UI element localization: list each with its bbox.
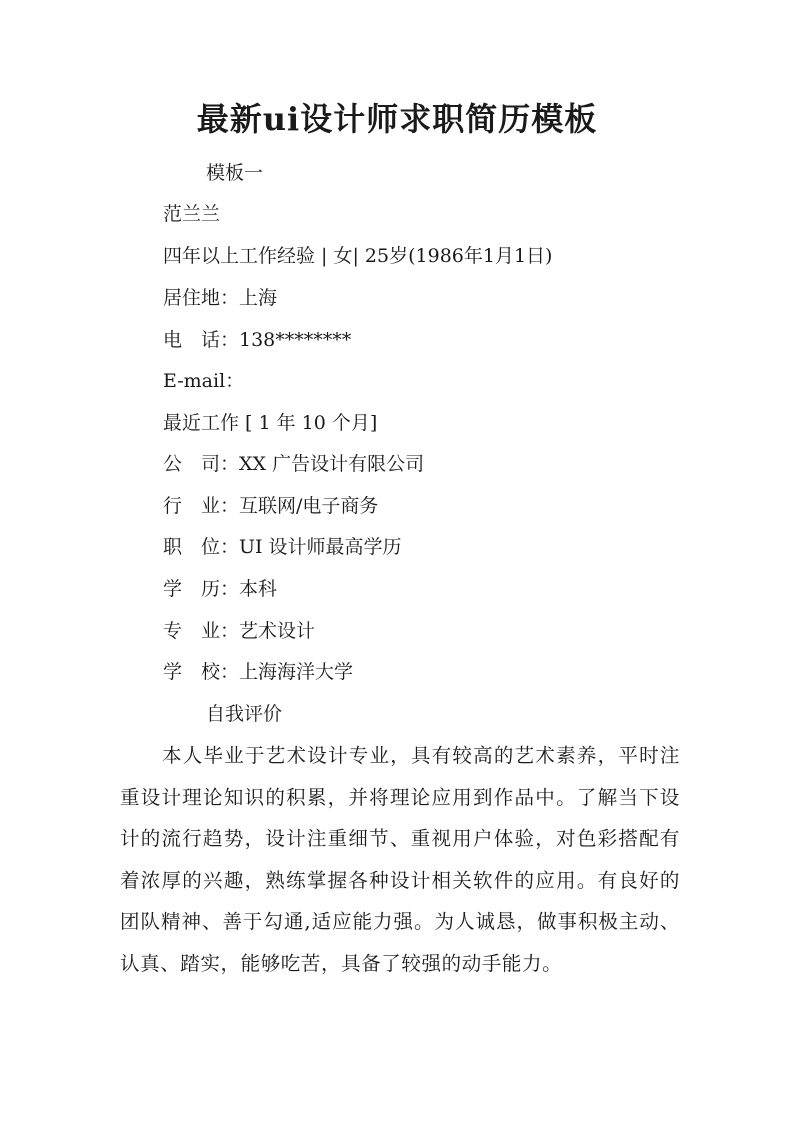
document-title: 最新ui设计师求职简历模板 bbox=[196, 100, 598, 138]
school: 学 校：上海海洋大学 bbox=[163, 661, 354, 683]
self-eval-paragraph: 本人毕业于艺术设计专业，具有较高的艺术素养，平时注重设计理论知识的积累，并将理论应用到作品中。了解当下设计的流行趋势，设计注重细节、重视用户体验，对色彩搭配有着浓厚的兴趣，熟练掌握各种设计相关软件的应用。有良好的团队精神、善于勾通,适应能力强。为人诚恳，做事积极主动、认真、踏实，能够吃苦，具备了较强的动手能力。 bbox=[120, 744, 680, 975]
company: 公 司：XX 广告设计有限公司 bbox=[163, 453, 425, 475]
summary-line: 四年以上工作经验 | 女| 25岁(1986年1月1日) bbox=[163, 245, 553, 267]
residence: 居住地：上海 bbox=[163, 287, 278, 309]
education: 学 历：本科 bbox=[163, 578, 278, 600]
phone: 电 话：138******** bbox=[163, 329, 352, 351]
recent-work: 最近工作 [ 1 年 10 个月] bbox=[163, 412, 378, 434]
industry: 行 业：互联网/电子商务 bbox=[163, 495, 379, 517]
email: E-mail： bbox=[163, 370, 245, 392]
position: 职 位：UI 设计师最高学历 bbox=[163, 536, 402, 558]
self-eval-heading: 自我评价 bbox=[206, 703, 283, 725]
major: 专 业：艺术设计 bbox=[163, 620, 316, 642]
candidate-name: 范兰兰 bbox=[163, 203, 221, 225]
template-label: 模板一 bbox=[206, 162, 264, 184]
